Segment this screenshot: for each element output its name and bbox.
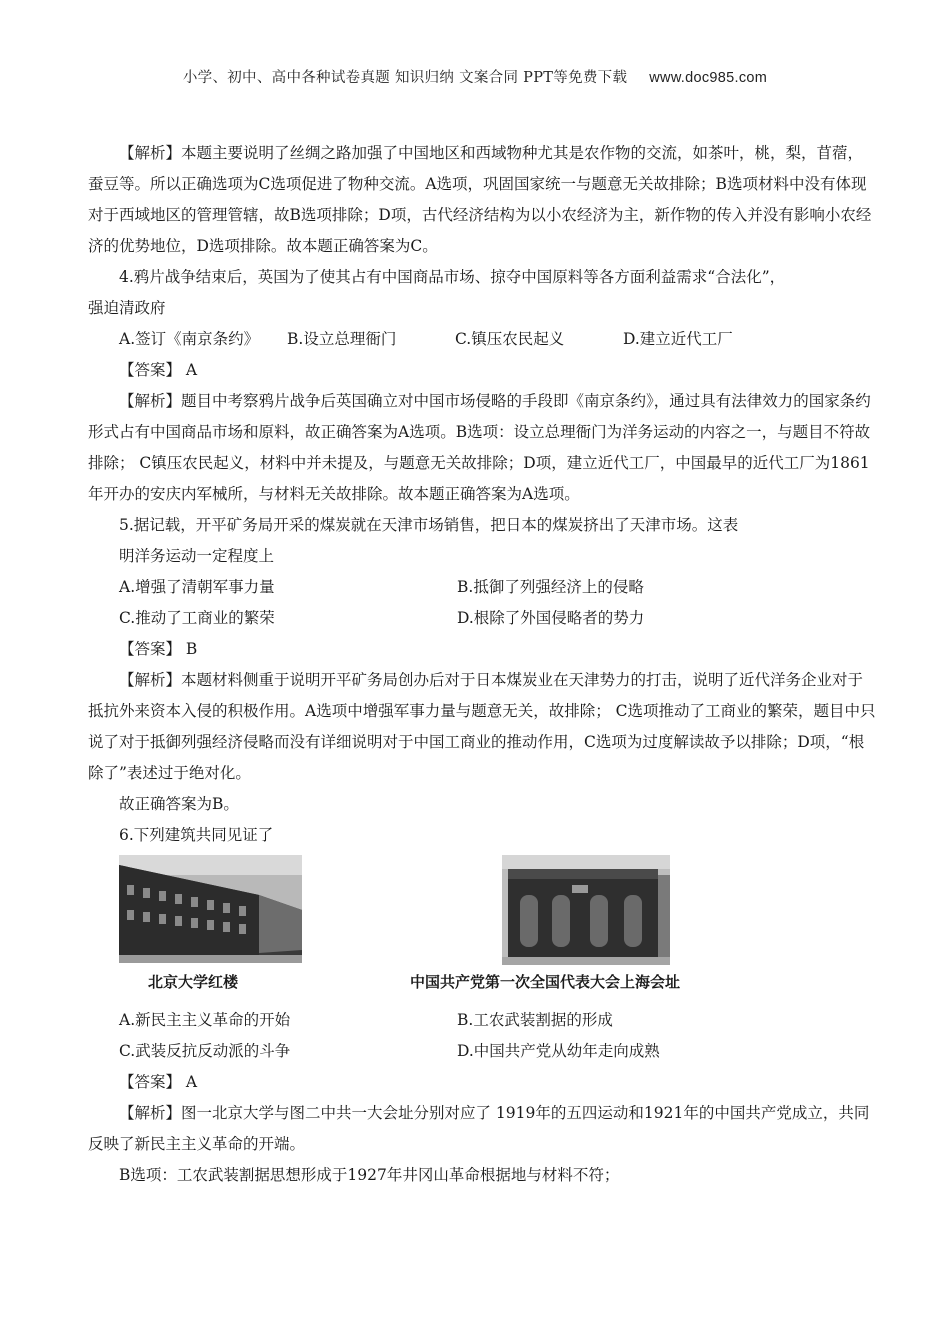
first-congress-site-photo	[502, 855, 670, 965]
q5-option-d: D.根除了外国侵略者的势力	[457, 609, 645, 627]
header-url[interactable]: www.doc985.com	[649, 70, 768, 86]
figure-caption-2: 中国共产党第一次全国代表大会上海会址	[410, 973, 681, 991]
header-text: 小学、初中、高中各种试卷真题 知识归纳 文案合同 PPT等免费下载	[182, 70, 628, 86]
q5-analysis: 【解析】本题材料侧重于说明开平矿务局创办后对于日本煤炭业在天津势力的打击，说明了近代洋务企业对于抵抗外来资本入侵的积极作用。A选项中增强军事力量与题意无关，故排除； C选项推动了工商业的繁荣，题目中只说了对于抵御列强经济侵略而没有详细说明对于中国工商业的推动作用，C选项为过度解读故予以排除；D项，“根除了”表述过于绝对化。	[88, 671, 876, 782]
figure-caption-1: 北京大学红楼	[148, 973, 239, 991]
q5-stem-line2: 明洋务运动一定程度上	[119, 547, 275, 565]
document-body	[88, 138, 878, 1191]
q6-option-d: D.中国共产党从幼年走向成熟	[457, 1042, 660, 1060]
page-header	[0, 66, 950, 87]
q4-stem-line1: 4.鸦片战争结束后，英国为了使其占有中国商品市场、掠夺中国原料等各方面利益需求“合法化”，	[119, 268, 786, 286]
q6-answer: 【答案】 A	[119, 1073, 198, 1091]
q4-option-b: B.设立总理衙门	[287, 330, 397, 348]
peking-university-red-building-photo	[119, 855, 302, 963]
q5-answer: 【答案】 B	[119, 640, 198, 658]
q5-option-b: B.抵御了列强经济上的侵略	[457, 578, 644, 596]
q3-analysis: 【解析】本题主要说明了丝绸之路加强了中国地区和西域物种尤其是农作物的交流，如茶叶，桃，梨，苜蓿，蚕豆等。所以正确选项为C选项促进了物种交流。A选项，巩固国家统一与题意无关故排除；B选项材料中没有体现对于西域地区的管理管辖，故B选项排除；D项，古代经济结构为以小农经济为主，新作物的传入并没有影响小农经济的优势地位，D选项排除。故本题正确答案为C。	[88, 144, 872, 255]
q6-stem: 6.下列建筑共同见证了	[119, 826, 274, 844]
q4-answer: 【答案】 A	[119, 361, 198, 379]
q5-conclusion: 故正确答案为B。	[119, 795, 239, 813]
q4-analysis: 【解析】题目中考察鸦片战争后英国确立对中国市场侵略的手段即《南京条约》，通过具有法律效力的国家条约形式占有中国商品市场和原料，故正确答案为A选项。B选项：设立总理衙门为洋务运动的内容之一，与题目不符故排除； C镇压农民起义，材料中并未提及，与题意无关故排除；D项，建立近代工厂，中国最早的近代工厂为1861年开办的安庆内军械所，与材料无关故排除。故本题正确答案为A选项。	[88, 392, 871, 503]
q5-option-c: C.推动了工商业的繁荣	[119, 609, 275, 627]
q5-option-a: A.增强了清朝军事力量	[119, 578, 275, 596]
q6-option-c: C.武装反抗反动派的斗争	[119, 1042, 291, 1060]
q4-option-d: D.建立近代工厂	[623, 330, 733, 348]
q6-option-a: A.新民主主义革命的开始	[119, 1011, 291, 1029]
q6-figures	[88, 855, 878, 1005]
q6-option-b: B.工农武装割据的形成	[457, 1011, 613, 1029]
q6-option-b-note: B选项：工农武装割据思想形成于1927年井冈山革命根据地与材料不符；	[119, 1166, 620, 1184]
q4-option-c: C.镇压农民起义	[455, 330, 565, 348]
q6-options	[88, 1005, 878, 1067]
q5-options	[88, 572, 878, 634]
q4-stem-line2: 强迫清政府	[88, 299, 166, 317]
q4-options	[88, 324, 878, 355]
q4-option-a: A.签订《南京条约》	[119, 330, 260, 348]
q6-analysis: 【解析】图一北京大学与图二中共一大会址分别对应了 1919年的五四运动和1921年的中国共产党成立，共同反映了新民主主义革命的开端。	[88, 1104, 870, 1153]
q5-stem-line1: 5.据记载，开平矿务局开采的煤炭就在天津市场销售，把日本的煤炭挤出了天津市场。这表	[119, 516, 739, 534]
